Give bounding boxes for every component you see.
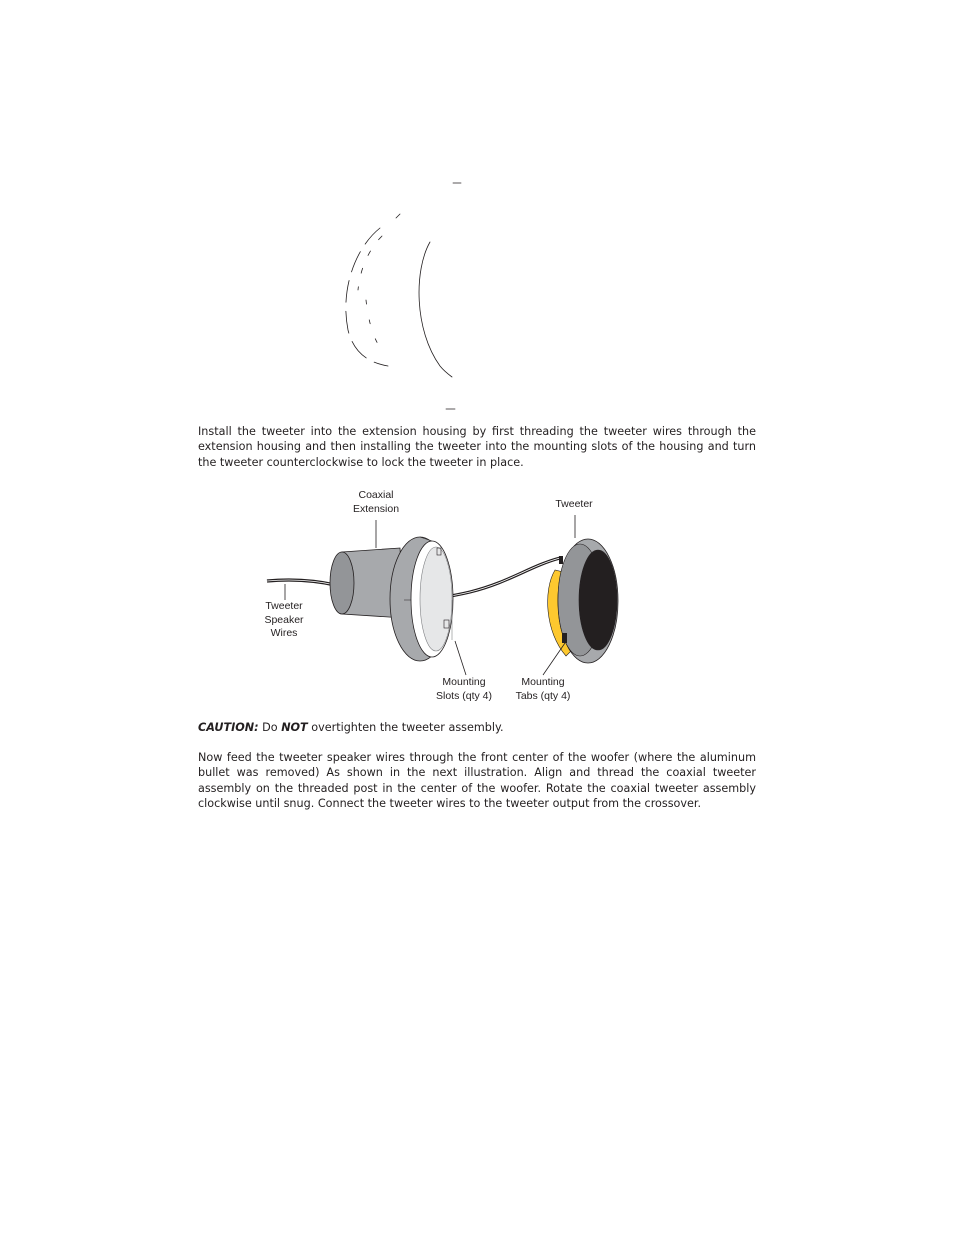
leader-slots [455, 641, 466, 675]
slots-label-line1: Mounting [442, 676, 486, 688]
coaxial-label-line1: Coaxial [358, 489, 394, 501]
wires-label-line2: Speaker [264, 613, 304, 626]
tabs-label-line1: Mounting [521, 676, 565, 688]
tabs-label-line2: Tabs (qty 4) [515, 689, 571, 702]
tweeter-speaker-wires-label [244, 600, 324, 641]
tweeter-label [534, 498, 614, 512]
caution-not: NOT [281, 721, 308, 734]
mounting-slots-label [424, 676, 504, 703]
caution-do: Do [262, 721, 278, 734]
leader-tabs [543, 643, 565, 675]
mounting-tab-notch [562, 633, 567, 643]
mounting-tabs-label [503, 676, 583, 703]
coaxial-label-line2: Extension [352, 502, 400, 515]
wires-label-line1: Tweeter [265, 600, 303, 612]
coaxial-extension-label [336, 489, 416, 516]
tweeter-label-line1: Tweeter [555, 498, 593, 510]
wires-label-line3: Wires [270, 627, 298, 639]
caution-rest: overtighten the tweeter assembly. [311, 721, 504, 734]
slots-label-line2: Slots (qty 4) [435, 689, 493, 702]
caution-label: CAUTION: [198, 721, 259, 734]
tweeter-face [579, 550, 617, 650]
coaxial-extension-housing [330, 537, 453, 661]
caution-note [198, 720, 756, 735]
install-paragraph: Install the tweeter into the extension housing by first threading the tweeter wires through the extension housing and then installing the tweeter into the mounting slots of the housing and turn the tweeter counterclockwise to lock the tweeter in place. [198, 425, 756, 469]
feed-paragraph: Now feed the tweeter speaker wires through the front center of the woofer (where the aluminum bullet was removed) As shown in the next illustration. Align and thread the coaxial tweeter assembly on the threaded post in the center of the woofer. Rotate the coaxial tweeter assembly clockwise until snug. Connect the tweeter wires to the tweeter output from the crossover. [198, 751, 756, 810]
